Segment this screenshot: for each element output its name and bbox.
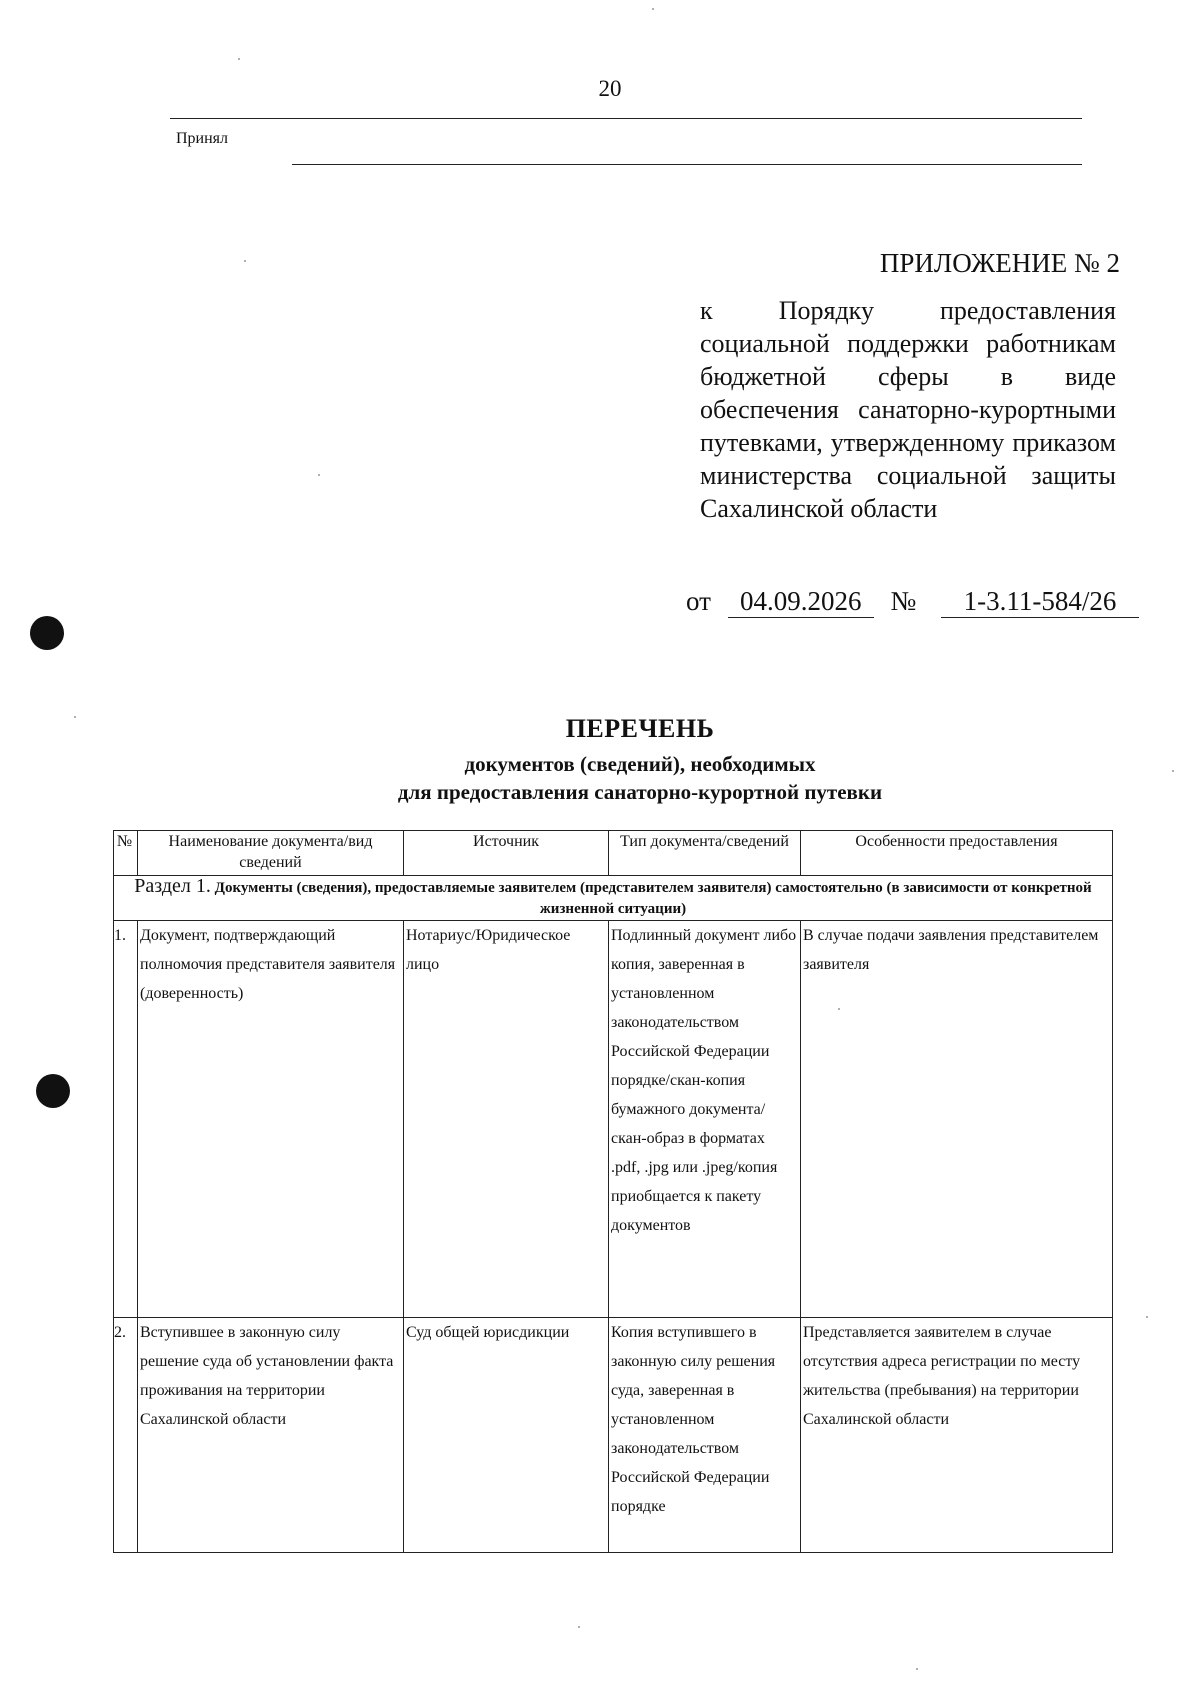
scan-speck	[74, 716, 76, 718]
row-source: Нотариус/Юридическое лицо	[404, 921, 609, 1318]
scan-speck	[318, 474, 320, 476]
punch-hole-bottom	[36, 1074, 70, 1108]
table-row	[114, 921, 1113, 1318]
document-subtitle-line: для предоставления санаторно-курортной путевки	[397, 780, 883, 804]
section-row	[114, 876, 1113, 921]
row-features: Представляется заявителем в случае отсутствия адреса регистрации по месту жительства (пребывания) на территории Сахалинской области	[801, 1318, 1113, 1553]
order-reference	[686, 586, 1139, 618]
column-header-name: Наименование документа/вид сведений	[138, 831, 404, 876]
scan-speck	[1146, 1316, 1148, 1318]
section-prefix: Раздел 1.	[134, 875, 211, 897]
table-header-row	[114, 831, 1113, 876]
accepted-signature-line	[292, 164, 1082, 165]
punch-hole-top	[30, 616, 64, 650]
order-date: 04.09.2026	[728, 586, 874, 618]
order-from-label: от	[686, 586, 711, 616]
row-features: В случае подачи заявления представителем заявителя	[801, 921, 1113, 1318]
page-number: 20	[598, 76, 622, 101]
column-header-number: №	[114, 831, 138, 876]
appendix-title: ПРИЛОЖЕНИЕ № 2	[879, 248, 1120, 278]
accepted-label: Принял	[176, 130, 229, 147]
column-header-source: Источник	[404, 831, 609, 876]
order-number: 1-3.11-584/26	[941, 586, 1139, 618]
header-rule	[170, 118, 1082, 119]
row-document-name: Документ, подтверждающий полномочия представителя заявителя (доверенность)	[138, 921, 404, 1318]
section-heading	[114, 876, 1113, 921]
document-subtitle-line: документов (сведений), необходимых	[464, 752, 816, 776]
row-number: 1.	[114, 921, 138, 1318]
documents-table	[113, 830, 1113, 1553]
column-header-features: Особенности предоставления	[801, 831, 1113, 876]
row-document-type: Копия вступившего в законную силу решения суда, заверенная в установленном законодательством Российской Федерации порядке	[609, 1318, 801, 1553]
column-header-type: Тип документа/сведений	[609, 831, 801, 876]
scan-speck	[578, 1626, 580, 1628]
scan-speck	[244, 260, 246, 262]
scan-speck	[652, 8, 654, 10]
order-number-label: №	[890, 586, 917, 616]
document-title: ПЕРЕЧЕНЬ	[565, 714, 715, 743]
scan-speck	[916, 1668, 918, 1670]
row-document-name: Вступившее в законную силу решение суда об установлении факта проживания на территории Сахалинской области	[138, 1318, 404, 1553]
table-row	[114, 1318, 1113, 1553]
row-number: 2.	[114, 1318, 138, 1553]
scan-speck	[238, 58, 240, 60]
row-document-type: Подлинный документ либо копия, заверенная в установленном законодательством Российской Федерации порядке/скан-копия бумажного документа/скан-образ в форматах .pdf, .jpg или .jpeg/копия приобщается к пакету документов	[609, 921, 801, 1318]
appendix-reference-text: к Порядку предоставления социальной поддержки работникам бюджетной сферы в виде обеспечения санаторно-курортными путевками, утвержденному приказом министерства социальной защиты Сахалинской области	[700, 296, 1116, 523]
document-subtitle	[200, 750, 1080, 806]
row-source: Суд общей юрисдикции	[404, 1318, 609, 1553]
section-title: Документы (сведения), предоставляемые заявителем (представителем заявителя) самостоятельно (в зависимости от конкретной жизненной ситуации)	[214, 880, 1092, 917]
scan-speck	[1172, 770, 1174, 772]
